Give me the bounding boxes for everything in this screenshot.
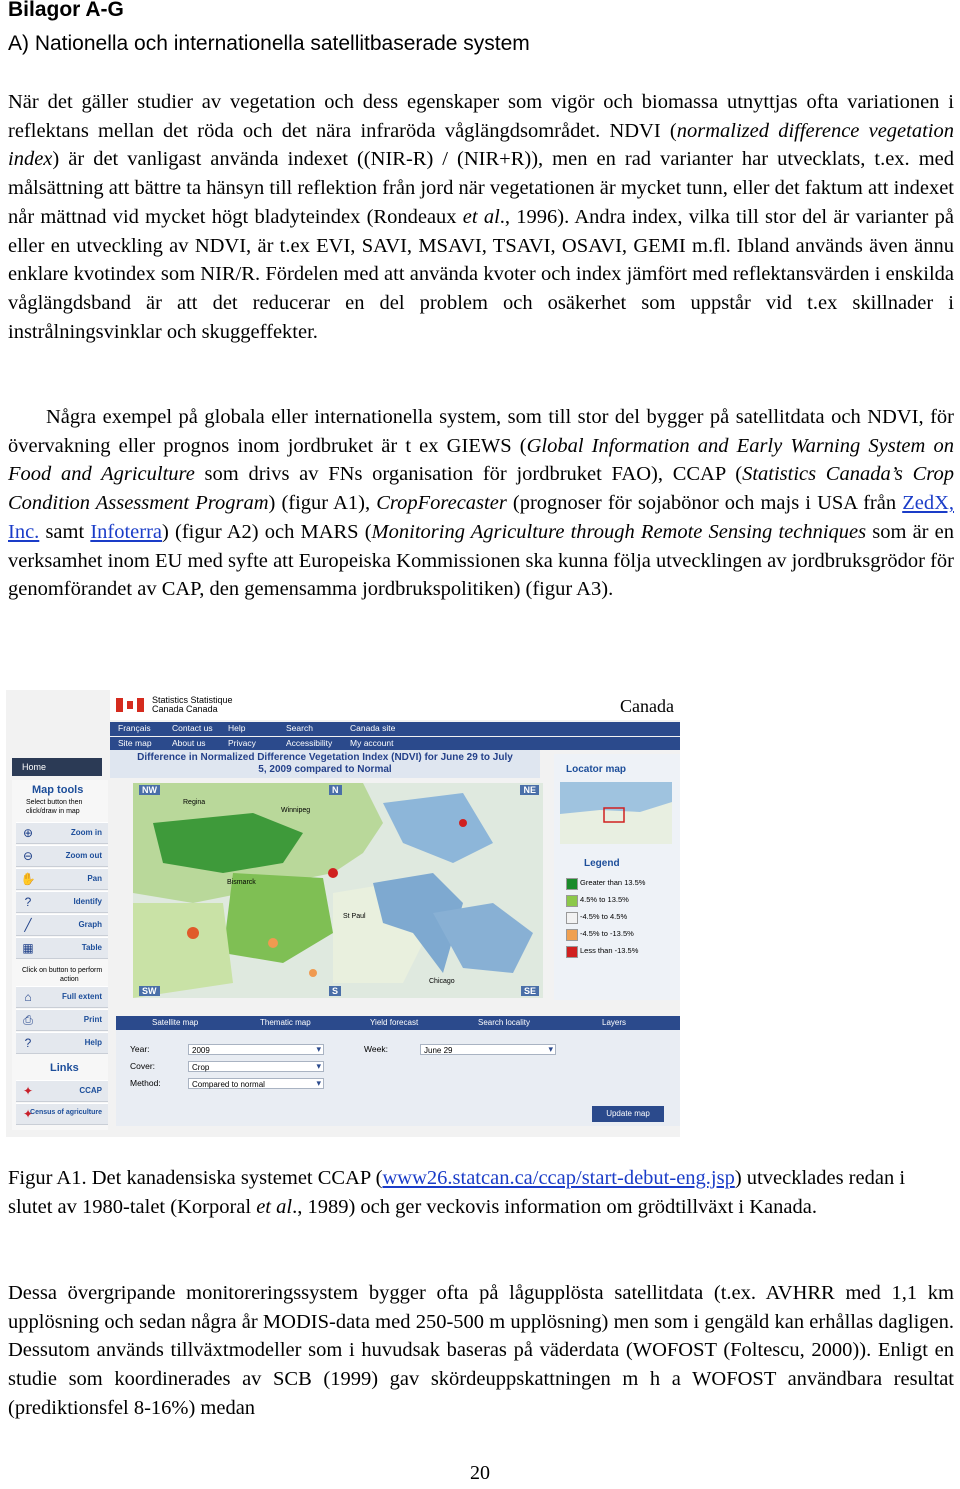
table-button[interactable]: ▦ Table — [16, 937, 108, 959]
pan-sw-button[interactable]: SW — [139, 986, 160, 996]
maple-leaf-icon: ✦ — [22, 1107, 34, 1121]
ndvi-map[interactable] — [133, 783, 543, 998]
help-icon: ? — [24, 1036, 32, 1050]
bottom-tabs — [116, 1016, 680, 1030]
ccap-link[interactable]: ✦ CCAP — [16, 1080, 108, 1102]
zoom-in-icon: ⊕ — [22, 826, 34, 840]
map-title: Difference in Normalized Difference Vegetation Index (NDVI) for June 29 to July 5, 2009 compared to Normal — [110, 750, 540, 778]
italic-term: normalized difference vegetation index — [8, 119, 954, 171]
week-select[interactable]: June 29 ▾ — [420, 1044, 556, 1055]
census-link[interactable]: ✦ Census of agriculture — [16, 1103, 108, 1125]
city-label: Winnipeg — [281, 807, 311, 814]
method-select[interactable]: Compared to normal ▾ — [188, 1078, 324, 1089]
pan-n-button[interactable]: N — [329, 785, 342, 795]
home-button[interactable]: Home — [12, 758, 102, 776]
city-label: Bismarck — [227, 879, 256, 886]
top-nav — [110, 722, 680, 736]
cover-select[interactable]: Crop ▾ — [188, 1061, 324, 1072]
text-run: När det gäller studier av vegetation och dess egenskaper som vigör och biomassa utnyttjas ofta variationen i reflektans mellan det röda och det nära infraröda våglängdsområdet. NDVI ( — [8, 91, 954, 142]
italic-term: Monitoring Agriculture through Remote Sensing techniques — [371, 520, 867, 543]
identify-icon: ? — [24, 895, 32, 909]
text-run: ., 1996). Andra index, vilka till stor del är varianter på eller en utveckling av NDVI, är t.ex EVI, SAVI, MSAVI, TSAVI, OSAVI, GEMI m.fl. Ibland används även ännu enklare kvotindex som NIR/R. Fördelen med att använda kvoter och index jämfört med reflektansvärden i enskilda våglängdsband är att det reducerar en del problem och osäkerhet som uppstår vid t.ex skillnader i instrålningsvinklar och skuggeffekter. — [8, 205, 954, 343]
legend-item — [566, 876, 676, 890]
cover-label: Cover: — [130, 1061, 156, 1071]
legend-title: Legend — [584, 858, 620, 869]
locator-map[interactable] — [560, 782, 672, 844]
pan-ne-button[interactable]: NE — [520, 785, 539, 795]
locator-title: Locator map — [566, 764, 627, 775]
zedx-link[interactable]: ZedX, Inc. — [8, 492, 955, 543]
text-run: Dessa övergripande monitoreringssystem bygger ofta på lågupplösta satellitdata (t.ex. AVHRR med 1,1 km upplösning och sedan några år MODIS-data med 250-500 m upplösning) men som i gengäld kan erhållas dagligen. Dessutom används tillväxtmodeller som i huvudsak baseras på väderdata (WOFOST (Foltescu, 2000)). Enligt en studie som koordinerades av SCB (1999) gav skördeuppskattningen m h a WOFOST användbara resultat (prediktionsfel 8-16%) medan — [8, 1282, 954, 1419]
figure-caption — [8, 1164, 954, 1221]
map-tools-hint: Select button then click/draw in map — [26, 799, 83, 815]
text-run: ) (figur A1), — [268, 492, 377, 515]
canada-flag-icon — [116, 698, 144, 712]
text-run: som är en verksamhet inom EU med syfte att Europeiska Kommissionen ska kunna följa utvecklingen av jordbruksgrödor för genomförandet av CAP, den gemensamma jordbrukspolitiken) (figur A3). — [8, 520, 955, 601]
nav-contact[interactable]: Contact us — [172, 723, 213, 733]
tab-thematic-map[interactable]: Thematic map — [260, 1018, 311, 1027]
page-heading: Bilagor A-G — [8, 0, 124, 21]
italic-term: Global Information and Early Warning System on Food and Agriculture — [8, 434, 954, 486]
statcan-header — [110, 690, 680, 720]
legend-label: -4.5% to 4.5% — [580, 912, 628, 921]
update-map-button[interactable]: Update map — [592, 1106, 664, 1122]
identify-button[interactable]: ? Identify — [16, 891, 108, 913]
graph-icon: ╱ — [24, 918, 32, 932]
nav-help[interactable]: Help — [228, 723, 246, 733]
graph-button[interactable]: ╱ Graph — [16, 914, 108, 936]
tab-layers[interactable]: Layers — [602, 1018, 627, 1027]
canada-wordmark: Canada — [620, 696, 674, 716]
pan-se-button[interactable]: SE — [521, 986, 539, 996]
page-number: 20 — [470, 1462, 490, 1484]
nav-accessibility[interactable]: Accessibility — [286, 738, 333, 748]
table-icon: ▦ — [22, 941, 34, 955]
legend-swatch — [566, 929, 578, 941]
section-subheading: A) Nationella och internationella satellitbaserade system — [8, 32, 530, 55]
legend-swatch — [566, 878, 578, 890]
legend-label: Greater than 13.5% — [580, 878, 646, 887]
text-run: som drivs av FNs organisation för jordbruket FAO), CCAP ( — [194, 463, 743, 486]
legend-item — [566, 893, 676, 907]
locator-map-graphic — [560, 782, 672, 844]
hand-icon: ✋ — [20, 872, 36, 886]
nav-site-map[interactable]: Site map — [118, 738, 152, 748]
text-run: Figur A1. Det kanadensiska systemet CCAP ( — [8, 1167, 383, 1189]
pan-button[interactable]: ✋ Pan — [16, 868, 108, 890]
tab-yield-forecast[interactable]: Yield forecast — [370, 1018, 419, 1027]
legend-label: -4.5% to -13.5% — [580, 929, 634, 938]
nav-search[interactable]: Search — [286, 723, 313, 733]
text-run: samt — [39, 520, 91, 543]
infoterra-link[interactable]: Infoterra — [90, 520, 163, 543]
legend-label: Less than -13.5% — [580, 946, 639, 955]
printer-icon: ⎙ — [23, 1013, 33, 1027]
italic-term: et al — [462, 205, 500, 228]
city-label: Chicago — [429, 978, 455, 985]
legend-swatch — [566, 895, 578, 907]
body-paragraph-3 — [8, 1279, 954, 1423]
full-extent-button[interactable]: ⌂ Full extent — [16, 986, 108, 1008]
links-title: Links — [50, 1062, 79, 1074]
week-label: Week: — [364, 1044, 388, 1054]
ccap-url-link[interactable]: www26.statcan.ca/ccap/start-debut-eng.jsp — [382, 1167, 735, 1189]
text-run: ) utvecklades redan i slutet av 1980-talet (Korporal — [8, 1167, 906, 1218]
nav-canada-site[interactable]: Canada site — [350, 723, 396, 733]
ndvi-map-graphic — [133, 783, 543, 998]
agency-name: Statistics Statistique Canada Canada — [152, 695, 233, 714]
city-label: Regina — [183, 799, 206, 806]
zoom-out-icon: ⊖ — [22, 849, 34, 863]
legend-swatch — [566, 912, 578, 924]
city-label: St Paul — [343, 913, 366, 920]
full-extent-icon: ⌂ — [24, 990, 32, 1004]
map-tools-panel — [12, 780, 108, 1130]
legend-item — [566, 927, 676, 941]
zoom-in-button[interactable]: ⊕ Zoom in — [16, 822, 108, 844]
year-label: Year: — [130, 1044, 150, 1054]
print-button[interactable]: ⎙ Print — [16, 1009, 108, 1031]
nav-privacy[interactable]: Privacy — [228, 738, 256, 748]
map-options-form — [116, 1030, 680, 1126]
secondary-nav — [110, 737, 680, 750]
nav-my-account[interactable]: My account — [350, 738, 394, 748]
text-run: (prognoser för sojabönor och majs i USA från — [506, 492, 903, 515]
zoom-out-button[interactable]: ⊖ Zoom out — [16, 845, 108, 867]
method-label: Method: — [130, 1078, 161, 1088]
text-run: ) (figur A2) och MARS ( — [162, 520, 372, 543]
italic-term: Statistics Canada’s Crop Condition Assessment Program — [8, 463, 955, 515]
legend-item — [566, 910, 676, 924]
help-button[interactable]: ? Help — [16, 1032, 108, 1054]
body-paragraph-1 — [8, 88, 954, 346]
text-run: ., 1989) och ger veckovis information om grödtillväxt i Kanada. — [292, 1195, 817, 1218]
tab-search-locality[interactable]: Search locality — [478, 1018, 531, 1027]
action-hint: Click on button to perform action — [22, 967, 103, 983]
tab-satellite-map[interactable]: Satellite map — [152, 1018, 199, 1027]
nav-about[interactable]: About us — [172, 738, 206, 748]
year-select[interactable]: 2009 ▾ — [188, 1044, 324, 1055]
nav-francais[interactable]: Français — [118, 723, 151, 733]
map-tools-title: Map tools — [32, 784, 84, 796]
maple-leaf-icon: ✦ — [22, 1084, 34, 1098]
text-run: Några exempel på globala eller internationella system, som till stor del bygger på satellitdata och NDVI, för övervakning eller prognos inom jordbruket är t ex GIEWS ( — [8, 406, 954, 457]
text-run: ) är det vanligast använda indexet ((NIR-R) / (NIR+R)), men en rad varianter har utvecklats, t.ex. med målsättning att bättre ta hänsyn till reflektion från jord när vegetationen är mycket tunn, eller det faktum att indexet når mättnad vid mycket högt bladyteindex (Rondeaux — [8, 148, 954, 228]
figure-ccap-screenshot — [6, 690, 680, 1137]
body-paragraph-2 — [8, 403, 954, 604]
legend-label: 4.5% to 13.5% — [580, 895, 629, 904]
pan-nw-button[interactable]: NW — [139, 785, 160, 795]
legend-swatch — [566, 946, 578, 958]
italic-term: CropForecaster — [376, 492, 507, 515]
locator-panel — [554, 754, 680, 1000]
pan-s-button[interactable]: S — [329, 986, 341, 996]
legend-item — [566, 944, 676, 958]
italic-term: et al — [256, 1195, 293, 1218]
